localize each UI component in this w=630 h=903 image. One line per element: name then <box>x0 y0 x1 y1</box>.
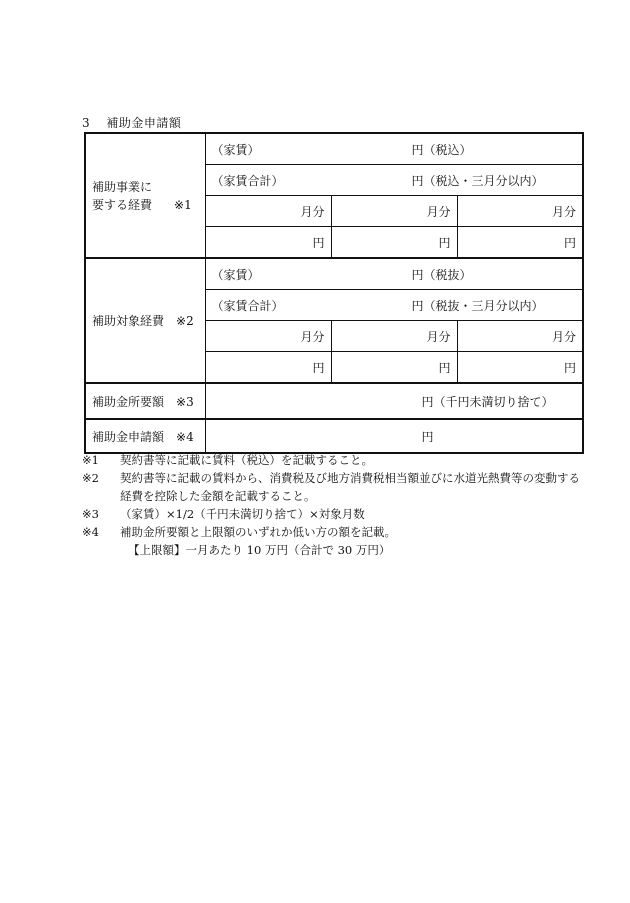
required-amount-label-text: 補助金所要額 <box>92 394 165 409</box>
group-b-label <box>85 258 205 383</box>
request-amount-cell[interactable] <box>205 419 583 453</box>
request-amount-row <box>85 419 583 453</box>
note-mark: ※3 <box>82 507 99 521</box>
group-b-month-cell[interactable]: 月分 <box>457 321 583 352</box>
note-mark: ※2 <box>82 471 99 485</box>
note-item <box>82 451 582 469</box>
group-a-rent-total-cell[interactable] <box>205 165 583 196</box>
group-b-rent-label: （家賃） <box>211 267 260 282</box>
required-amount-cell[interactable] <box>205 383 583 419</box>
note-text: 契約書等に記載に賃料（税込）を記載すること。 <box>120 453 373 467</box>
group-a-label-line1: 補助事業に <box>92 179 153 194</box>
group-a-month-cell[interactable]: 月分 <box>331 196 457 227</box>
group-a-rent-total-unit: 円（税込・三月分以内） <box>411 173 544 188</box>
note-item <box>82 523 582 541</box>
required-amount-unit: 円（千円未満切り捨て） <box>421 394 554 409</box>
notes-section <box>82 451 582 559</box>
note-text: （家賃）×1/2（千円未満切り捨て）×対象月数 <box>120 507 365 521</box>
required-amount-row <box>85 383 583 419</box>
note-mark: ※1 <box>82 453 99 467</box>
group-b-rent-cell[interactable] <box>205 258 583 290</box>
group-a-month-cell[interactable]: 月分 <box>457 196 583 227</box>
group-a-yen-cell[interactable]: 円 <box>457 227 583 259</box>
section-number: 3 <box>82 116 91 130</box>
group-a-note-mark: ※1 <box>174 197 192 212</box>
group-b-rent-total-cell[interactable] <box>205 290 583 321</box>
group-a-yen-cell[interactable]: 円 <box>331 227 457 259</box>
group-b-month-cell[interactable]: 月分 <box>205 321 331 352</box>
group-b-yen-cell[interactable]: 円 <box>205 352 331 384</box>
group-a-month-cell[interactable]: 月分 <box>205 196 331 227</box>
group-a-label-line2: 要する経費 <box>92 197 153 212</box>
group-b-row-rent <box>85 258 583 290</box>
group-b-rent-unit: 円（税抜） <box>411 267 472 282</box>
request-amount-label <box>85 419 205 453</box>
request-amount-note-mark: ※4 <box>176 429 194 444</box>
note-item <box>82 469 582 505</box>
group-b-yen-cell[interactable]: 円 <box>331 352 457 384</box>
cap-note: 【上限額】一月あたり 10 万円（合計で 30 万円） <box>128 543 391 557</box>
group-a-yen-cell[interactable]: 円 <box>205 227 331 259</box>
group-a-label <box>85 133 205 258</box>
request-amount-unit: 円 <box>421 429 434 444</box>
group-b-month-cell[interactable]: 月分 <box>331 321 457 352</box>
group-b-rent-total-unit: 円（税抜・三月分以内） <box>411 298 544 313</box>
note-mark: ※4 <box>82 525 99 539</box>
group-a-row-rent <box>85 133 583 165</box>
required-amount-note-mark: ※3 <box>176 394 194 409</box>
group-a-rent-cell[interactable] <box>205 133 583 165</box>
required-amount-label <box>85 383 205 419</box>
group-b-note-mark: ※2 <box>176 314 194 328</box>
request-amount-label-text: 補助金申請額 <box>92 429 165 444</box>
section-heading <box>82 114 181 131</box>
group-b-yen-cell[interactable]: 円 <box>457 352 583 384</box>
group-a-rent-label: （家賃） <box>211 142 260 157</box>
section-title: 補助金申請額 <box>106 116 182 130</box>
group-a-rent-total-label: （家賃合計） <box>211 173 284 188</box>
group-b-rent-total-label: （家賃合計） <box>211 298 284 313</box>
note-text: 契約書等に記載の賃料から、消費税及び地方消費税相当額並びに水道光熱費等の変動する経費を控除した金額を記載すること。 <box>120 471 580 503</box>
subsidy-request-table <box>84 132 584 454</box>
note-item <box>82 505 582 523</box>
group-a-rent-unit: 円（税込） <box>411 142 472 157</box>
group-b-label-text: 補助対象経費 <box>92 314 165 328</box>
note-text: 補助金所要額と上限額のいずれか低い方の額を記載。 <box>120 525 396 539</box>
